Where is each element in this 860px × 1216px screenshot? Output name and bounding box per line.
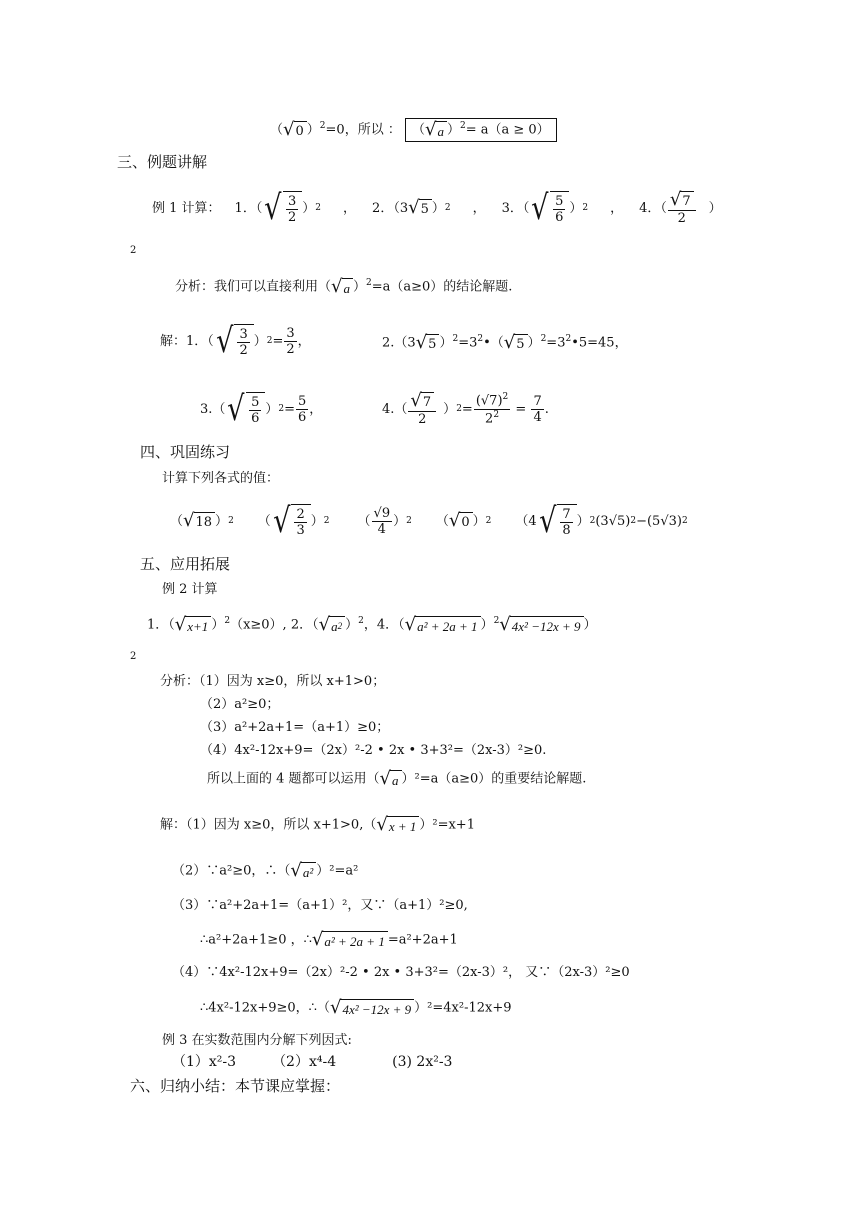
denominator: 2	[239, 342, 248, 358]
text: =a（a≥0）的结论解题.	[371, 279, 513, 295]
analysis-2-line-4: （4）4x²-12x+9=（2x）²-2 • 2x • 3+3²=（2x-3）²≥0.	[200, 743, 547, 758]
text: = a（a ≥ 0）	[465, 122, 550, 138]
section-6-heading: 六、归纳小结：本节课应掌握：	[130, 1077, 341, 1095]
paren: ）	[211, 617, 225, 633]
paren: ）	[443, 401, 457, 417]
paren: ）	[446, 122, 460, 138]
text: 分析：我们可以直接利用（	[175, 279, 332, 295]
exponent: 2	[366, 278, 372, 289]
sqrt-frac: √ $\frac{5}{6}$	[225, 392, 265, 426]
radicand: 4x² −12x + 9	[340, 999, 414, 1017]
radicand: x+1	[185, 616, 211, 634]
comma: ，	[343, 200, 357, 216]
text: =0，所以 ：	[325, 122, 401, 138]
comma: ，	[472, 200, 486, 216]
text: •（	[483, 335, 504, 351]
numerator: 5	[555, 193, 564, 209]
sqrt: √ a² + 2a + 1	[312, 931, 388, 949]
numerator: 5	[251, 394, 260, 410]
sqrt: √ 5	[416, 334, 440, 352]
expression: (3√5)	[595, 513, 631, 529]
text: =3	[546, 335, 566, 351]
solution-1-part-3: 3.（ √ $\frac{5}{6}$ ） 2 = $\frac{5}{6}$ ，	[200, 389, 323, 429]
fraction	[296, 395, 308, 424]
denominator: 2	[288, 209, 297, 225]
radicand: 7	[421, 392, 434, 410]
item-3: (3) 2x²-3	[392, 1054, 453, 1070]
text: ∴a²+2a+1≥0 ，∴	[200, 932, 312, 948]
exponent: 2	[582, 202, 589, 213]
paren: ）	[527, 335, 541, 351]
numerator: (√7)	[475, 393, 503, 409]
sqrt: √ a 2	[319, 616, 345, 634]
paren: ）	[480, 617, 494, 633]
fraction	[372, 507, 393, 536]
numerator: 7	[562, 506, 571, 522]
radicand: a	[331, 618, 338, 634]
sqrt-a: √ a	[380, 770, 402, 788]
sqrt-a: √ a	[425, 121, 447, 139]
solution-2-line-6	[200, 999, 512, 1017]
sqrt: √ 7	[670, 191, 694, 209]
paren: （	[270, 122, 284, 138]
text: 2.（3	[382, 335, 416, 351]
text: 3.（	[200, 401, 226, 417]
radicand: 5	[426, 334, 439, 352]
sqrt-frac: √ $\frac{2}{3}$	[271, 504, 311, 538]
exponent: 2	[315, 202, 322, 213]
item-2: 2．（3	[372, 200, 409, 216]
fraction	[294, 508, 306, 537]
sqrt: √ x + 1	[376, 816, 419, 834]
radicand: 5	[419, 199, 432, 217]
example-3-title: 例 3 在实数范围内分解下列因式:	[162, 1033, 352, 1048]
practice-items: （ √ 18 ） 2 （ √ $\frac{2}{3}$ ） 2 （ $\frac{√9}{4}$ ） 2 （ √ 0 ） 2 （4 √ $\frac{7}{8}$ ） 2 (3√5) 2 −(5√3) 2	[170, 501, 688, 541]
example-1-trailing-exponent: 2	[130, 245, 137, 256]
fraction	[284, 327, 296, 356]
sqrt-frac: √ $\frac{7}{8}$	[537, 504, 577, 538]
radicand: 4x² −12x + 9	[510, 616, 584, 634]
radicand: 0	[459, 512, 472, 530]
denominator: 6	[555, 209, 564, 225]
boxed-formula	[405, 118, 557, 142]
text: ）²=x+1	[419, 817, 475, 833]
denominator: 6	[251, 410, 260, 426]
period: .	[544, 401, 549, 417]
solution-1-part-4: 4.（ √ 7 2 ） 2 = $\frac{(√7)^2}{2^2}$ = $\frac{7}{4}$ .	[382, 390, 549, 427]
denominator: 2	[485, 410, 494, 426]
section-3-heading: 三、例题讲解	[117, 153, 208, 171]
item-4: 4．（	[639, 200, 667, 216]
denominator: 3	[296, 522, 305, 538]
sqrt: √ 5	[408, 199, 432, 217]
radicand: 0	[294, 121, 307, 139]
fraction	[286, 195, 298, 224]
exponent: 2	[444, 202, 451, 213]
numerator: 3	[288, 193, 297, 209]
fraction	[249, 396, 261, 425]
sqrt-a: √ a	[331, 278, 353, 296]
denominator: 4	[533, 409, 542, 425]
text: ∴4x²-12x+9≥0，∴（	[200, 1000, 330, 1016]
example-2-trailing-exponent: 2	[130, 651, 137, 662]
text: 所以上面的 4 题都可以运用（	[207, 771, 380, 787]
radicand: 18	[194, 512, 216, 530]
fraction	[237, 328, 249, 357]
sqrt: √ 7	[410, 392, 434, 410]
text: 解：（1）因为 x≥0，所以 x+1>0,（	[160, 817, 377, 833]
numerator: 5	[298, 393, 307, 409]
analysis-2-line-5	[207, 770, 586, 788]
text: 1．（	[147, 617, 175, 633]
numerator: 2	[296, 506, 305, 522]
numerator: 3	[239, 326, 248, 342]
sqrt: √ 5	[504, 334, 528, 352]
item-2: （2）x⁴-4	[272, 1054, 337, 1070]
paren: ）	[583, 617, 597, 633]
paren: ）	[569, 200, 583, 216]
sqrt: √ 0	[449, 512, 473, 530]
sqrt: √ 4x² −12x + 9	[330, 999, 414, 1017]
sqrt: √ a²	[290, 862, 316, 880]
fraction	[531, 395, 543, 424]
exponent: 2	[319, 121, 326, 132]
sqrt-frac: √ $\frac{3}{2}$	[262, 191, 302, 225]
denominator: 2	[418, 412, 427, 427]
paren: ）	[439, 335, 453, 351]
fraction	[408, 392, 436, 426]
example-2-items: 1．（ √ x+1 ）$^2$（x≥0）, 2．（ √ a 2 ）$^2$，4．（ √ a² + 2a + 1 ）$^2$ √ 4x² −12x + 9 ）	[147, 614, 597, 635]
denominator: 6	[298, 409, 307, 425]
solution-2-line-1	[160, 816, 475, 834]
solution-2-line-3: （3）∵a²+2a+1=（a+1）²，又∵（a+1）²≥0,	[172, 898, 468, 913]
text: （x≥0）, 2．（	[230, 617, 319, 633]
paren: （	[411, 122, 425, 138]
paren: ）	[708, 200, 722, 216]
analysis-2-line-2: （2）a²≥0；	[200, 697, 280, 712]
paren: ）	[431, 200, 445, 216]
text: ）²=4x²-12x+9	[414, 1000, 512, 1016]
text: 解：1．（	[160, 333, 214, 349]
analysis-2-line-3: （3）a²+2a+1=（a+1）≥0；	[200, 720, 390, 735]
sqrt: √ 18	[183, 512, 215, 530]
radicand: x + 1	[387, 816, 420, 834]
sqrt: √ 4x² −12x + 9	[499, 616, 583, 634]
text: =a²+2a+1	[387, 932, 458, 948]
radicand: a	[342, 278, 354, 296]
practice-intro: 计算下列各式的值：	[162, 471, 280, 486]
item-1: 1．（	[234, 200, 263, 216]
numerator: 7	[533, 393, 542, 409]
fraction: $\frac{(√7)^2}{2^2}$	[475, 392, 509, 426]
solution-2-line-2	[172, 862, 358, 880]
paren: ）	[306, 122, 320, 138]
paren: ）	[345, 617, 359, 633]
sqrt-zero: √ 0	[283, 121, 307, 139]
numerator: 3	[286, 325, 295, 341]
radicand: a² + 2a + 1	[322, 931, 387, 949]
denominator: 8	[562, 522, 571, 538]
fraction	[668, 191, 696, 225]
text: =3	[458, 335, 478, 351]
denominator: 4	[377, 521, 386, 537]
comma: ，	[610, 200, 624, 216]
section-4-heading: 四、巩固练习	[140, 443, 231, 461]
radicand: a² + 2a + 1	[415, 616, 480, 634]
line-sqrt0-conclusion	[270, 118, 557, 142]
item-3: 3．（	[501, 200, 530, 216]
radicand: a	[390, 770, 402, 788]
sqrt-frac: √ $\frac{3}{2}$	[214, 324, 254, 358]
text: ）²=a（a≥0）的重要结论解题.	[401, 771, 587, 787]
item-1: （1）x²-3	[172, 1054, 237, 1070]
paren: ）	[353, 279, 367, 295]
text: •5=45，	[571, 335, 628, 351]
analysis-2-line-1: 分析：（1）因为 x≥0，所以 x+1>0；	[160, 674, 386, 689]
expression: −(5√3)	[636, 513, 682, 529]
sqrt: √ x+1	[175, 616, 212, 634]
fraction	[560, 508, 572, 537]
sqrt: √ a² + 2a + 1	[405, 616, 481, 634]
numerator: √9	[373, 505, 391, 521]
fraction	[553, 195, 565, 224]
denominator: 2	[677, 211, 686, 226]
exponent: 2	[459, 121, 466, 132]
solution-2-line-5: （4）∵4x²-12x+9=（2x）²-2 • 2x • 3+3²=（2x-3）²， 又∵（2x-3）²≥0	[172, 965, 630, 980]
radicand: 7	[680, 191, 693, 209]
text: ，4．（	[363, 617, 405, 633]
example-2-title: 例 2 计算	[162, 582, 218, 597]
paren: ）	[253, 333, 267, 349]
example-1-analysis	[175, 278, 512, 296]
label: 例 1 计算：	[152, 200, 221, 216]
denominator: 2	[286, 341, 295, 357]
paren: ）	[302, 200, 316, 216]
solution-1-part-1: 解：1．（ √ $\frac{3}{2}$ ） 2 = $\frac{3}{2}$ ，	[160, 321, 311, 361]
radicand: a²	[301, 862, 316, 880]
radicand: 5	[514, 334, 527, 352]
radicand: a	[435, 121, 447, 139]
example-3-items	[172, 1055, 452, 1069]
text: （2）∵a²≥0，∴（	[172, 863, 291, 879]
text: 4.（	[382, 401, 408, 417]
solution-2-line-4	[200, 931, 458, 949]
section-5-heading: 五、应用拓展	[140, 555, 231, 573]
text: ）²=a²	[316, 863, 359, 879]
sqrt-frac: √ $\frac{5}{6}$	[529, 191, 569, 225]
paren: ）	[265, 401, 279, 417]
solution-1-part-2: 2.（3 √ 5 ）$^2=3^2•$（ √ 5 ）$^2=3^2•5=45$，	[382, 332, 628, 353]
equals: =	[461, 401, 473, 417]
example-1	[152, 186, 722, 230]
